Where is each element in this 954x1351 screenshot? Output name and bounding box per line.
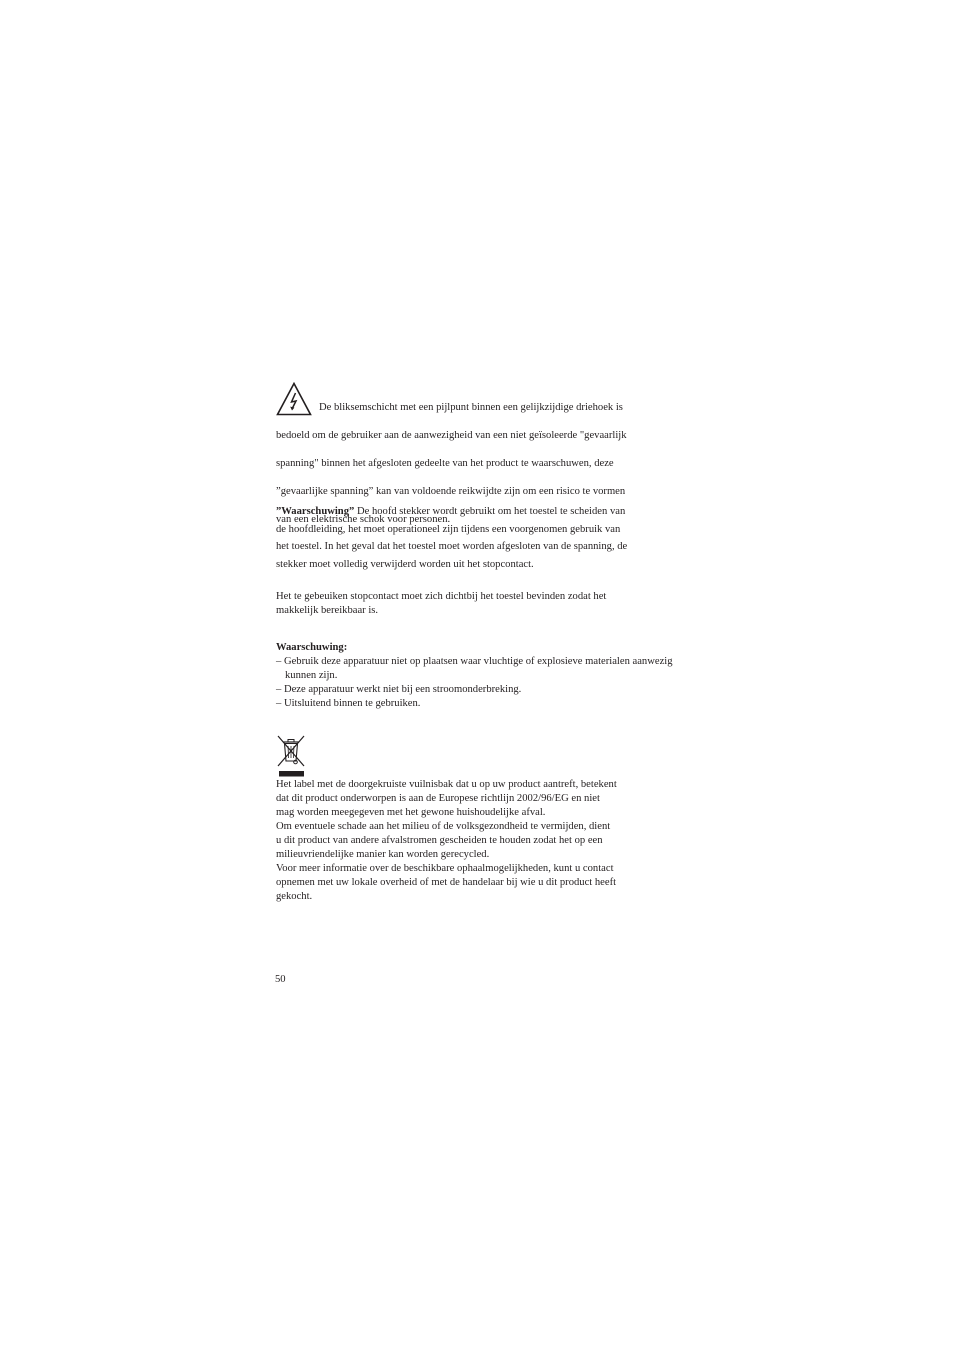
weee-line: Voor meer informatie over de beschikbare ophaalmogelijkheden, kunt u contact bbox=[276, 863, 614, 874]
mains-warning-line: het toestel. In het geval dat het toestel moet worden afgesloten van de spanning, de bbox=[276, 541, 628, 552]
mains-warning-line: stekker moet volledig verwijderd worden uit het stopcontact. bbox=[276, 558, 534, 570]
socket-section bbox=[276, 590, 680, 618]
lightning-warning-triangle-icon bbox=[276, 382, 312, 416]
socket-line: Het te gebeuiken stopcontact moet zich dichtbij het toestel bevinden zodat het bbox=[276, 591, 607, 602]
mains-plug-warning-section bbox=[276, 503, 680, 573]
warning-list-item: – Deze apparatuur werkt niet bij een stroomonderbreking. bbox=[276, 684, 522, 695]
lightning-warning-first-line: De bliksemschicht met een pijlpunt binnen een gelijkzijdige driehoek is bbox=[319, 402, 623, 413]
weee-section bbox=[276, 778, 680, 904]
weee-line: milieuvriendelijke manier kan worden gerecycled. bbox=[276, 849, 490, 860]
weee-line: dat dit product onderworpen is aan de Europese richtlijn 2002/96/EG en niet bbox=[276, 793, 600, 804]
weee-line: mag worden meegegeven met het gewone huishoudelijke afval. bbox=[276, 807, 546, 818]
socket-line: makkelijk bereikbaar is. bbox=[276, 605, 379, 616]
weee-line: Om eventuele schade aan het milieu of de volksgezondheid te vermijden, dient bbox=[276, 821, 611, 832]
mains-warning-line: de hoofdleiding, het moet operationeel zijn tijdens een voorgenomen gebruik van bbox=[276, 523, 621, 535]
warning-list-item: – Gebruik deze apparatuur niet op plaatsen waar vluchtige of explosieve materialen aanwezig kunnen zijn. bbox=[276, 656, 673, 681]
weee-line: opnemen met uw lokale overheid of met de handelaar bij wie u dit product heeft bbox=[276, 877, 617, 888]
weee-line: u dit product van andere afvalstromen gescheiden te houden zodat het op een bbox=[276, 835, 603, 846]
lightning-warning-line: spanning" binnen het afgesloten gedeelte van het product te waarschuwen, deze bbox=[276, 457, 614, 469]
warning-list-item: – Uitsluitend binnen te gebruiken. bbox=[276, 698, 421, 709]
crossed-out-wheelie-bin-icon bbox=[276, 734, 306, 778]
lightning-warning-line: ”gevaarlijke spanning” kan van voldoende reikwijdte zijn om een risico te vormen bbox=[276, 485, 626, 497]
mains-warning-first-line: De hoofd stekker wordt gebruikt om het toestel te scheiden van bbox=[354, 506, 626, 517]
mains-warning-label: ”Waarschuwing” bbox=[276, 506, 355, 517]
warning-list-section bbox=[276, 641, 680, 711]
weee-line: gekocht. bbox=[276, 891, 313, 902]
page-number: 50 bbox=[275, 974, 286, 985]
weee-line: Het label met de doorgekruiste vuilnisbak dat u op uw product aantreft, betekent bbox=[276, 779, 617, 790]
lightning-warning-line: bedoeld om de gebruiker aan de aanwezigheid van een niet geïsoleerde "gevaarlijk bbox=[276, 429, 627, 441]
lightning-warning-line: van een elektrische schok voor personen. bbox=[276, 513, 451, 525]
warning-heading: Waarschuwing: bbox=[276, 642, 348, 653]
